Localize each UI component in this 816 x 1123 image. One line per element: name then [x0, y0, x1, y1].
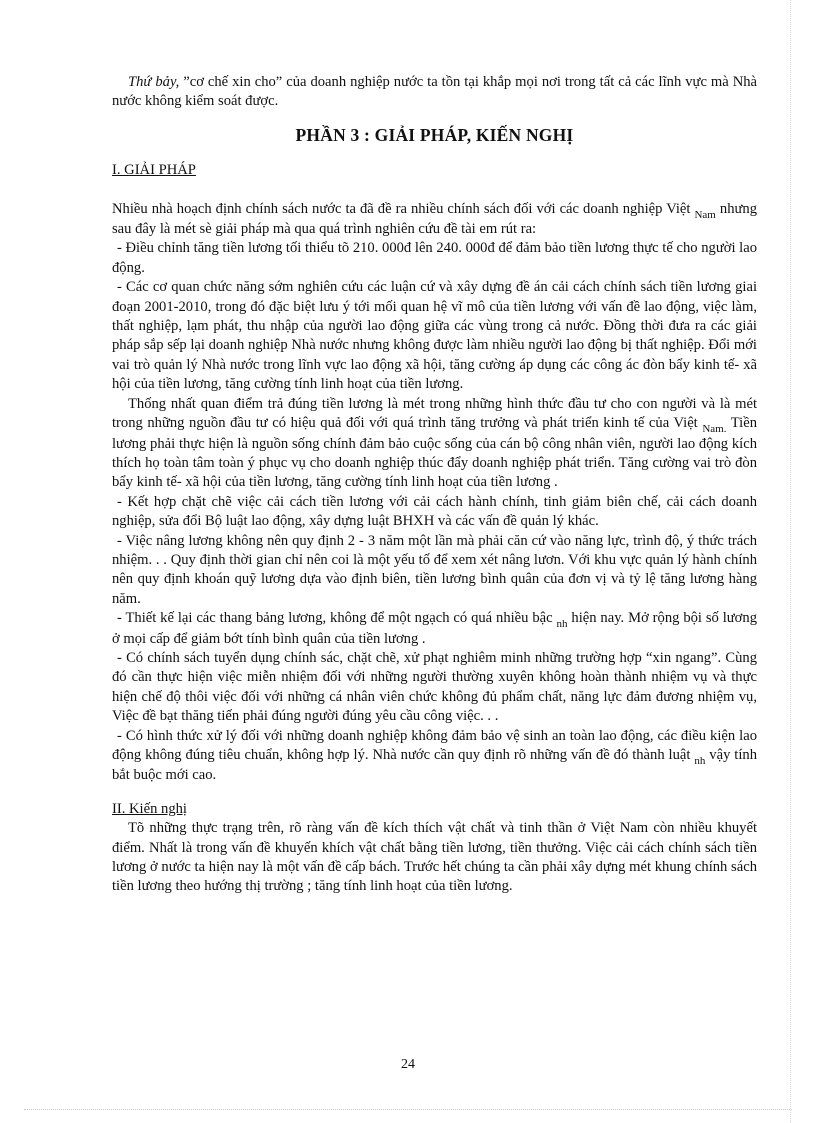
page-number: 24 [401, 1057, 415, 1072]
intro-lead: Thứ bảy, [128, 74, 180, 90]
subscript-nh: nh [694, 755, 706, 767]
page-margin-guide [790, 0, 791, 1123]
subscript-nh: nh [556, 618, 568, 631]
section2-heading: II. Kiến nghị [112, 800, 187, 817]
intro-paragraph [112, 73, 757, 112]
solution-item-5: - Việc nâng lương không nên quy định 2 - 3 năm một lần mà phải căn cứ vào năng lực, trình độ, ý thức trách nhiệm. . . Quy định thời gian chỉ nên coi là một yếu tố để xem xét nâng lươn. Với khu vực quản lý hành chính nên quy định khoán quỹ lương dựa vào định biên, tiền lương bình quân của đơn vị và tỷ lệ tăng lương hàng năm. [112, 532, 757, 607]
section1-heading: I. GIẢI PHÁP [112, 162, 196, 179]
solution-item-8: - Có hình thức xử lý đối với những doanh nghiệp không đảm bảo vệ sinh an toàn lao động, các điều kiện lao động không đúng tiêu chuẩn, không hợp lý. Nhà nước cần quy định rõ những vấn đề đó thành luật $_{nh}$ vậy tính bắt buộc mới cao. [112, 727, 758, 784]
intro-text: ”cơ chế xin cho” của doanh nghiệp nước ta tồn tại khắp mọi nơi trong tất cả các lĩnh vực mà Nhà nước không kiểm soát được. [112, 74, 758, 110]
subscript-nam: Nam [694, 208, 716, 221]
page-break-divider [24, 1109, 792, 1110]
section1-intro: Nhiều nhà hoạch định chính sách nước ta đã đề ra nhiều chính sách đối với các doanh nghiệp Việt $_{Nam}$ nhưng sau đây là mét sè giải pháp mà qua quá trình nghiên cứu đề tài em rút ra: [112, 200, 757, 238]
solution-item-7: - Có chính sách tuyển dụng chính sác, chặt chẽ, xử phạt nghiêm minh những trường hợp “xin ngang”. Cùng đó cần thực hiện việc miễn nhiệm đối với những người thường xuyên không hoàn thành nhiệm vụ và thực hiện chế độ thôi việc đối với những cá nhân viên chức không đủ phẩm chất, năng lực đảm đương nhiệm vụ, Việc đề bạt thăng tiến phải đúng người đúng yêu cầu công việc. . . [112, 649, 757, 725]
solution-item-6: - Thiết kế lại các thang bảng lương, không để một ngạch có quá nhiều bậc $_{nh}$ hiện nay. Mở rộng bội số lương ở mọi cấp để giảm bớt tính bình quân của tiền lương . [112, 610, 757, 647]
solution-paragraph-3: Thống nhất quan điểm trả đúng tiền lương là mét trong những hình thức đầu tư cho con người và là mét trong những nguồn đầu tư có hiệu quả đối với quá trình tăng trưởng và phát triển kinh tế của Việt $_{Nam.}$ Tiền lương phải thực hiện là nguồn sống chính đảm bảo cuộc sống của cán bộ công nhân viên, người lao động kích thích họ toàn tâm toàn ý phục vụ cho doanh nghiệp thúc đẩy doanh nghiệp phát triển. Tăng cường vai trò đòn bẩy kinh tế- xã hội của tiền lương, tăng cường tính linh hoạt của tiền lương . [112, 395, 757, 491]
solution-item-2: - Các cơ quan chức năng sớm nghiên cứu các luận cứ và xây dựng đề án cải cách chính sách tiền lương giai đoạn 2001-2010, trong đó đặc biệt lưu ý tới mối quan hệ vĩ mô của tiền lương với vấn đề lao động, việc làm, thất nghiệp, lạm phát, thu nhập của người lao động giữa các vùng trong cả nước. Đồng thời đưa ra các giải pháp sắp sếp lại doanh nghiệp Nhà nước nhưng không được làm nhiều người lao động bị thất nghiệp. Đổi mới vai trò quản lý Nhà nước trong lĩnh vực lao động xã hội, tăng cường áp dụng các công ác đòn bẩy kinh tế- xã hội của tiền lương, tăng cường tính linh hoạt của tiền lương. [112, 279, 757, 393]
page-content [112, 73, 757, 897]
recommendation-paragraph: Tõ những thực trạng trên, rõ ràng vấn đề kích thích vật chất và tinh thần ở Việt Nam còn nhiều khuyết điểm. Nhất là trong vấn đề khuyến khích vật chất bằng tiền lương, tiền thưởng. Việc cải cách chính sách tiền lương ở nước ta hiện nay là một vấn đề cấp bách. Trước hết chúng ta cần phải xây dựng mét khung chính sách tiền lương theo hướng thị trường ; tăng tính linh hoạt của tiền lương. [112, 820, 757, 895]
solution-item-4: - Kết hợp chặt chẽ việc cải cách tiền lương với cải cách hành chính, tinh giảm biên chế, cải cách doanh nghiệp, sửa đổi Bộ luật lao động, xây dựng luật BHXH và các vấn đề quản lý khác. [112, 493, 757, 530]
page-title: PHẦN 3 : GIẢI PHÁP, KIẾN NGHỊ [295, 124, 574, 145]
subscript-nam: Nam. [702, 423, 727, 436]
solution-item-1: - Điều chỉnh tăng tiền lương tối thiểu tõ 210. 000đ lên 240. 000đ để đảm bảo tiền lương thực tế cho người lao động. [112, 240, 757, 276]
